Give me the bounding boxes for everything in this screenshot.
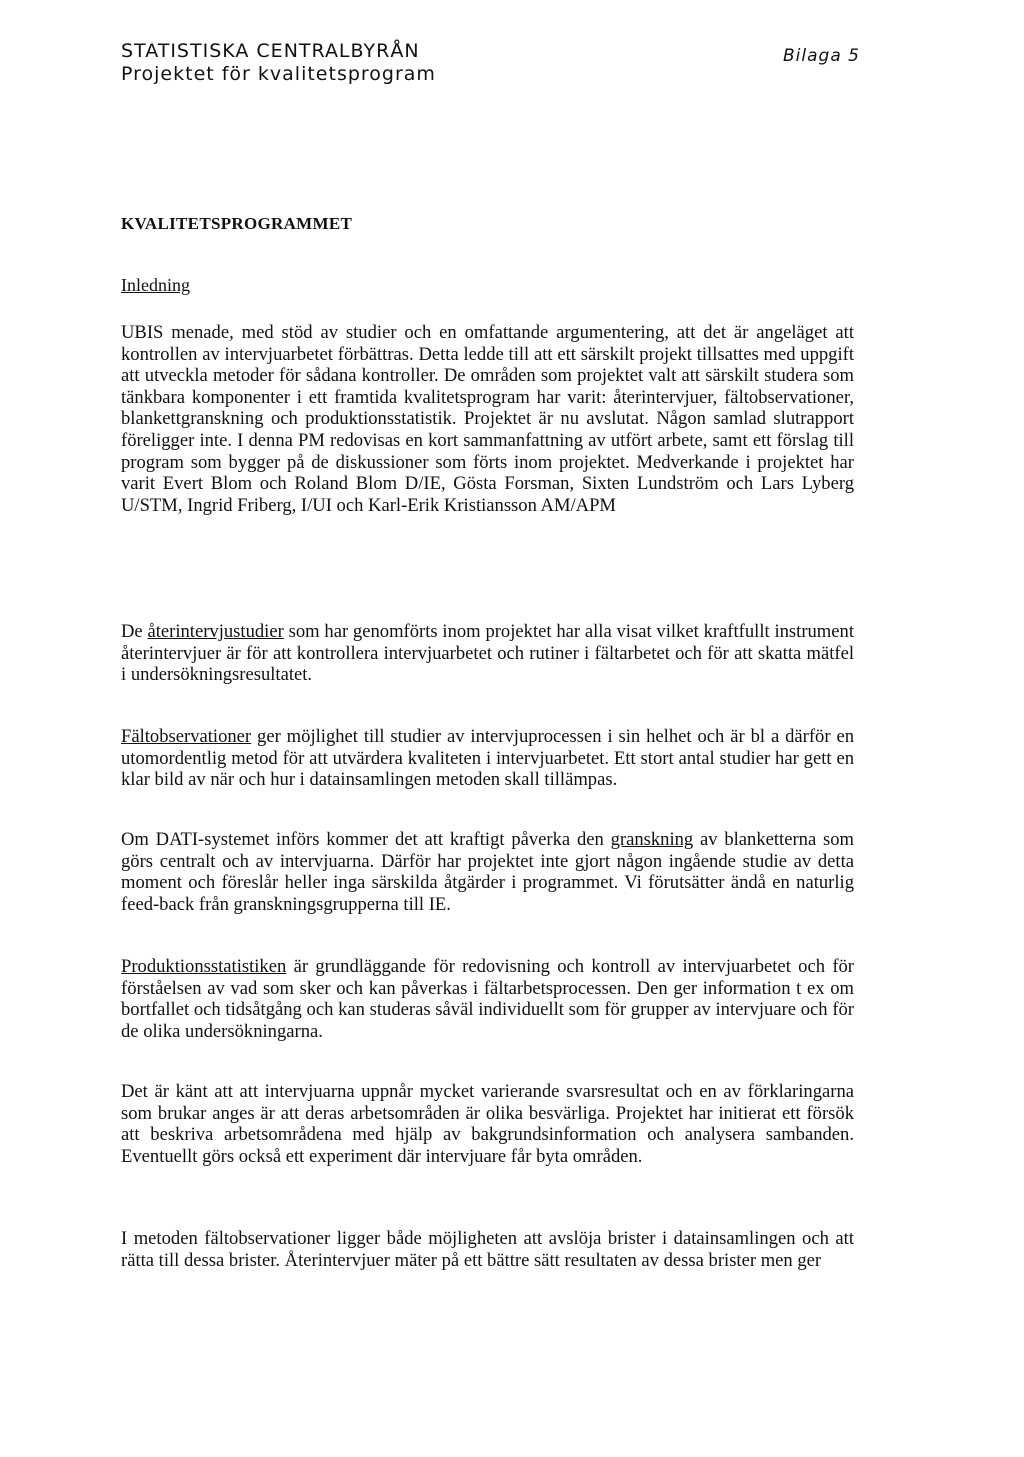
underlined-term: granskning [610, 829, 694, 850]
paragraph-text: är grundläggande för redovisning och kontroll av intervjuarbetet och för förståelsen av vad som sker och kan påverkas i fältarbetsprocessen. Den ger information t ex om bortfallet och tidsåtgång och kan studeras såväl individuellt som för grupper av intervjuare och för de olika undersökningarna. [121, 956, 854, 1042]
paragraph-text: som har genomförts inom projektet har alla visat vilket kraftfullt instrument återintervjuer är för att kontrollera intervjuarbetet och rutiner i fältarbetet och för att skatta mätfel i undersökningsresultatet. [121, 621, 854, 686]
paragraph-text: Om DATI-systemet införs kommer det att kraftigt påverka den [121, 829, 611, 850]
paragraph-intro: UBIS menade, med stöd av studier och en omfattande argumentering, att det är angeläget att kontrollen av intervjuarbetet förbättras. Detta ledde till att ett särskilt projekt tillsattes med uppgift att utveckla metoder för sådana kontroller. De områden som projektet valt att särskilt studera som tänkbara komponenter i ett framtida kvalitetsprogram har varit: återintervjuer, fältobservationer, blankettgranskning och produktionsstatistik. Projektet är nu avslutat. Någon samlad slutrapport föreligger inte. I denna PM redovisas en kort sammanfattning av utfört arbete, samt ett förslag till program som bygger på de diskussioner som förts inom projektet. Medverkande i projektet har varit Evert Blom och Roland Blom D/IE, Gösta Forsman, Sixten Lundström och Lars Lyberg U/STM, Ingrid Friberg, I/UI och Karl-Erik Kristiansson AM/APM [121, 322, 854, 516]
appendix-label: Bilaga 5 [783, 46, 860, 66]
paragraph-text: ger möjlighet till studier av intervjuprocessen i sin helhet och är bl a därför en utomordentlig metod för att utvärdera kvaliteten i intervjuarbetet. Ett stort antal studier har gett en klar bild av när och hur i datainsamlingen metoden skall tillämpas. [121, 726, 854, 791]
underlined-term: återintervjustudier [147, 621, 284, 642]
section-heading: Inledning [121, 275, 190, 295]
page-header [121, 40, 436, 86]
paragraph-method-comparison: I metoden fältobservationer ligger både möjligheten att avslöja brister i datainsamlingen och att rätta till dessa brister. Återintervjuer mäter på ett bättre sätt resultaten av dessa brister men ger [121, 1228, 854, 1271]
underlined-term: Produktionsstatistiken [121, 956, 287, 977]
paragraph-form-review [121, 829, 854, 915]
paragraph-text: De [121, 621, 148, 642]
paragraph-text: av blanketterna som görs centralt och av intervjuarna. Därför har projektet inte gjort någon ingående studie av detta moment och föreslår heller inga särskilda åtgärder i programmet. Vi förutsätter ändå en naturlig feed-back från granskningsgrupperna till IE. [121, 829, 854, 915]
paragraph-reinterviews [121, 621, 854, 686]
paragraph-production-statistics [121, 956, 854, 1042]
organization-name: STATISTISKA CENTRALBYRÅN [121, 40, 420, 62]
paragraph-field-observations [121, 726, 854, 791]
project-name: Projektet för kvalitetsprogram [121, 63, 436, 85]
underlined-term: Fältobservationer [121, 726, 252, 747]
document-title: KVALITETSPROGRAMMET [121, 214, 353, 233]
paragraph-response-results: Det är känt att att intervjuarna uppnår mycket varierande svarsresultat och en av förklaringarna som brukar anges är att deras arbetsområden är olika besvärliga. Projektet har initierat ett försök att beskriva arbetsområdena med hjälp av bakgrundsinformation och analysera sambanden. Eventuellt görs också ett experiment där intervjuare får byta områden. [121, 1081, 854, 1167]
